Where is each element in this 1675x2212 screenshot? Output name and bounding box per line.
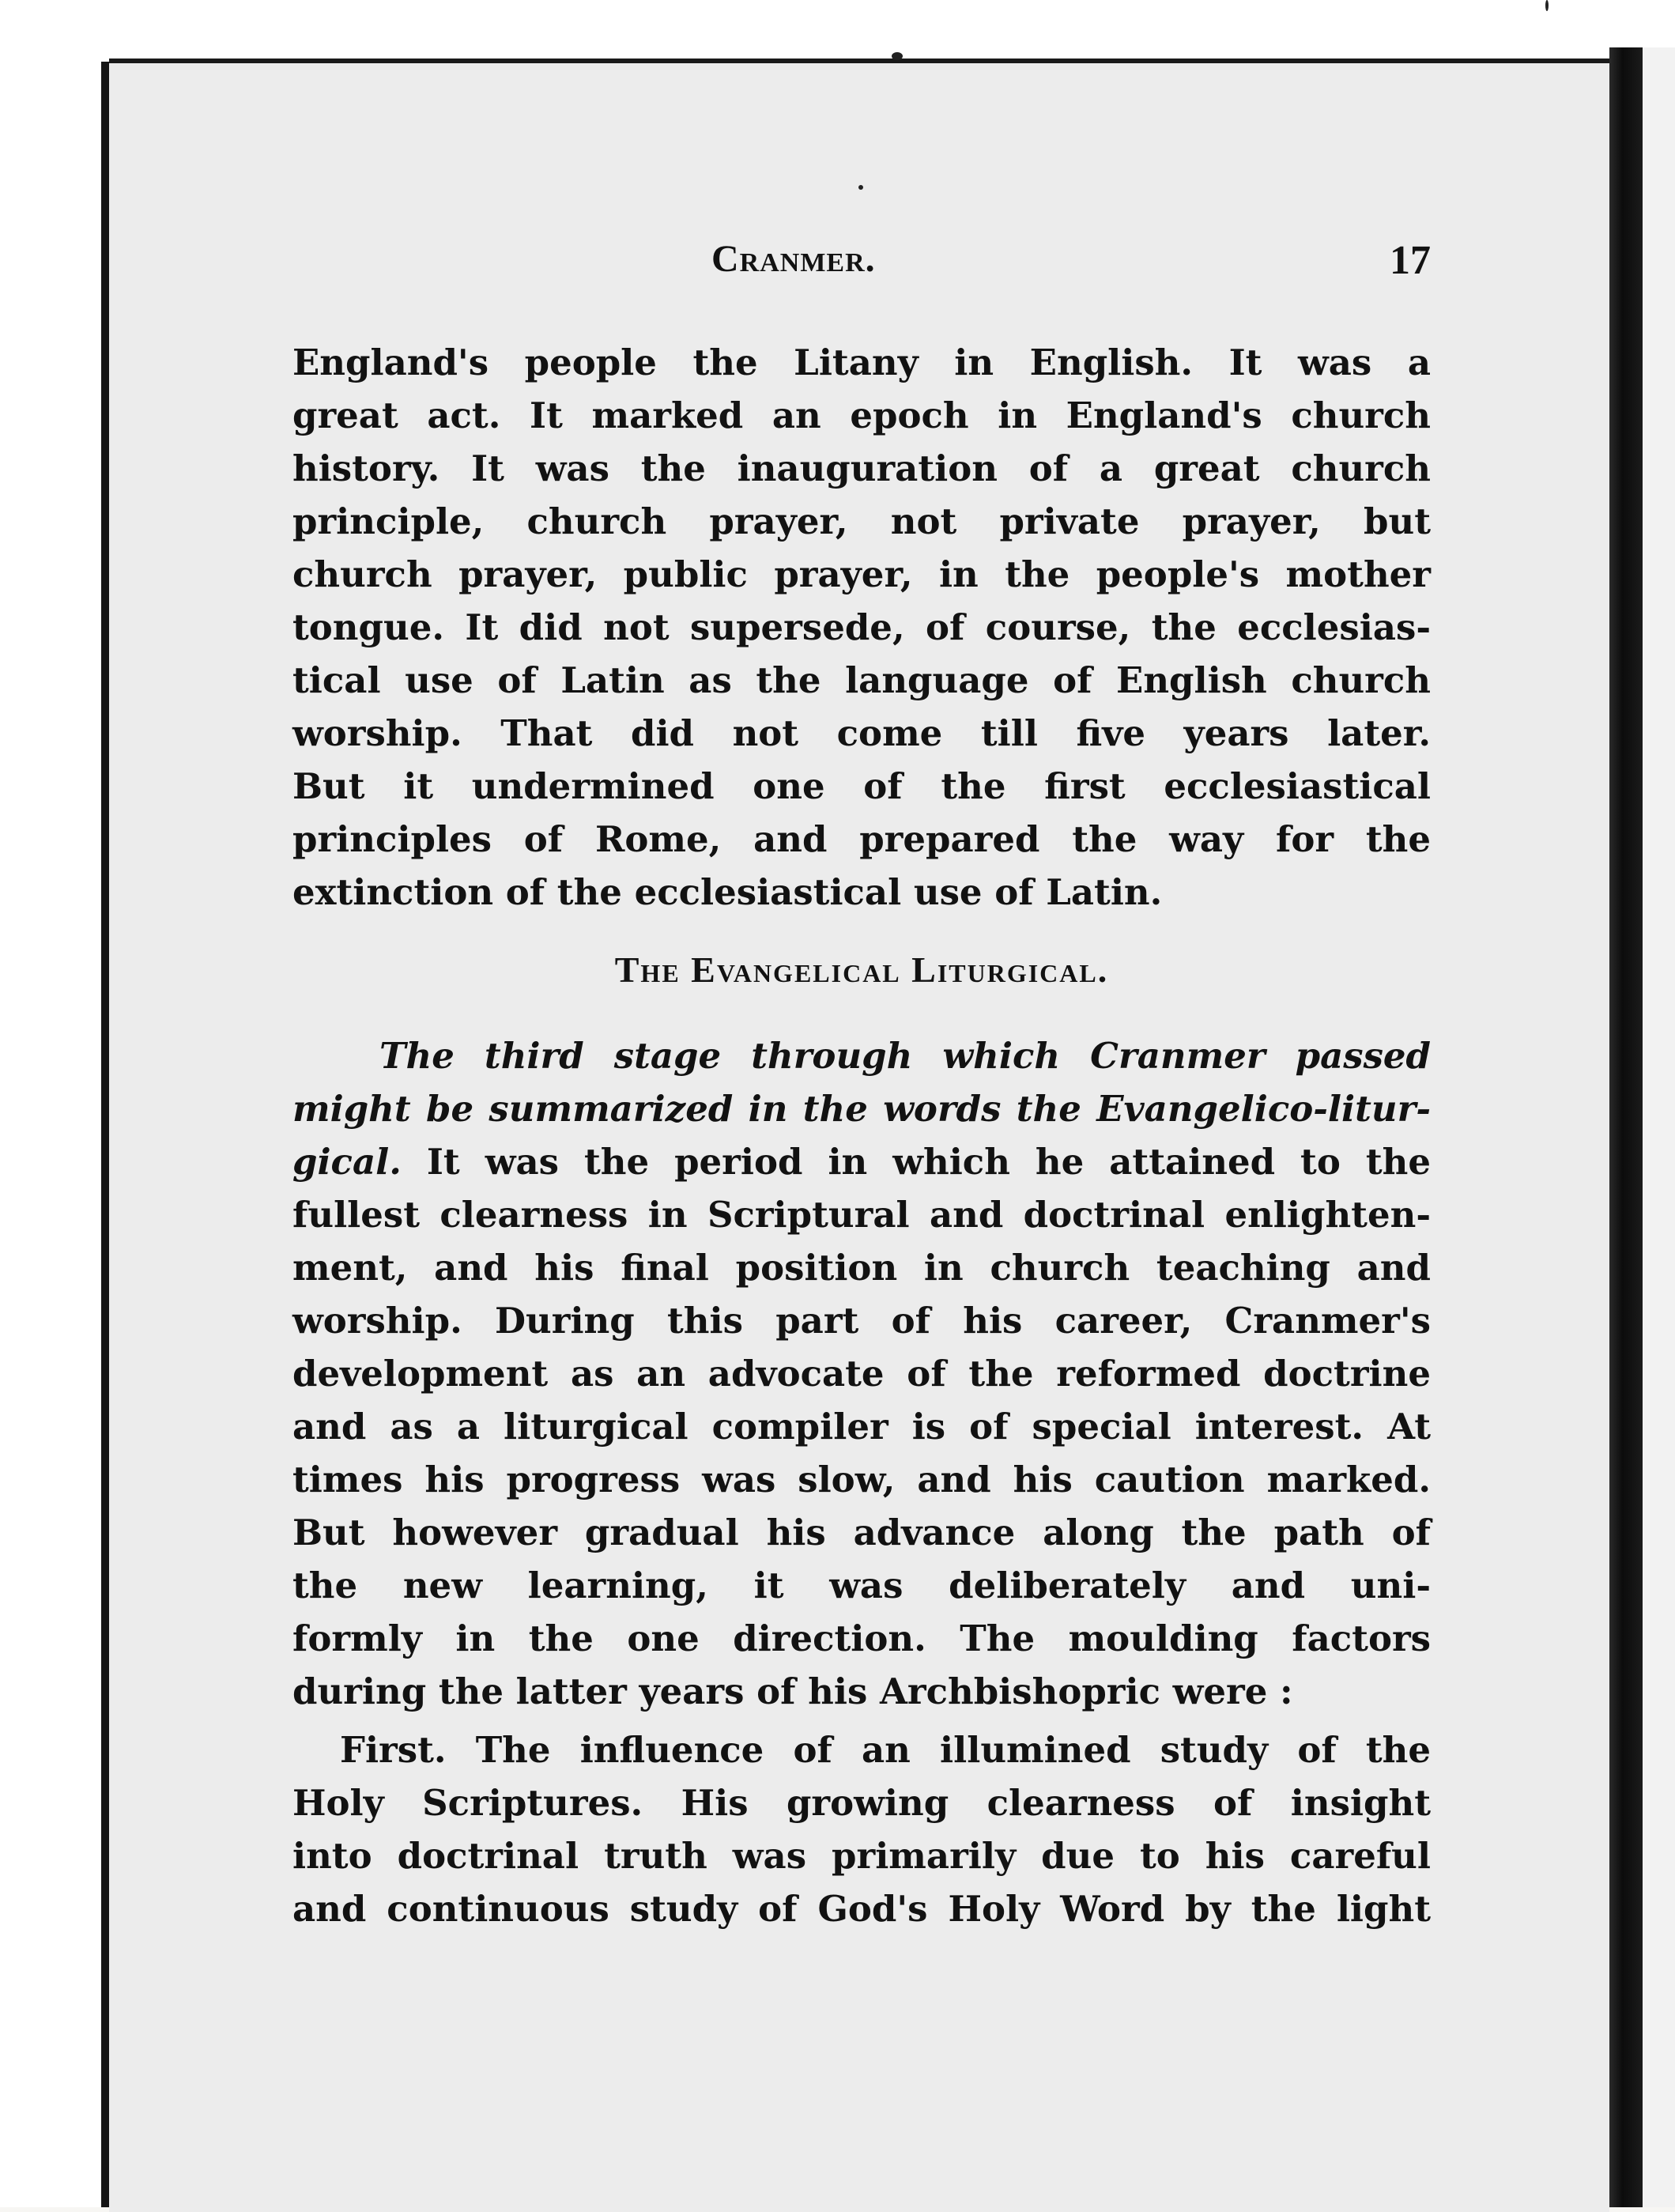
scan-margin xyxy=(1643,47,1675,2207)
page-number: 17 xyxy=(1390,238,1431,283)
text-line: and as a liturgical compiler is of special interest. At xyxy=(292,1406,1431,1448)
text-line: Holy Scriptures. His growing clearness of insight xyxy=(292,1782,1431,1824)
scan-speck xyxy=(858,185,863,190)
scan-speck xyxy=(1545,0,1549,11)
text-line: great act. It marked an epoch in England's church xyxy=(292,394,1431,436)
text-line: might be summarized in the words the Evangelico-litur- xyxy=(292,1088,1431,1130)
scan-speck xyxy=(892,52,903,60)
text-line: But it undermined one of the first ecclesiastical xyxy=(292,765,1431,807)
text-line: ment, and his final position in church teaching and xyxy=(292,1247,1431,1289)
text-line: history. It was the inauguration of a great church xyxy=(292,447,1431,489)
text-line: the new learning, it was deliberately and uni- xyxy=(292,1565,1431,1606)
text-line: times his progress was slow, and his caution marked. xyxy=(292,1459,1431,1500)
text-line: development as an advocate of the reformed doctrine xyxy=(292,1353,1431,1395)
text-line: principle, church prayer, not private prayer, but xyxy=(292,500,1431,542)
paragraph-first-influence xyxy=(292,1723,1431,1935)
text-line: England's people the Litany in English. It was a xyxy=(292,342,1431,383)
text-line: fullest clearness in Scriptural and doctrinal enlighten- xyxy=(292,1194,1431,1236)
text-line: into doctrinal truth was primarily due to his careful xyxy=(292,1835,1431,1877)
text-line: during the latter years of his Archbishopric were : xyxy=(292,1670,1293,1712)
text-line: tical use of Latin as the language of English church xyxy=(292,659,1431,701)
text-line: formly in the one direction. The moulding factors xyxy=(292,1617,1431,1659)
text-line: The third stage through which Cranmer passed xyxy=(379,1035,1431,1077)
page-edge-shadow xyxy=(1609,47,1643,2207)
running-title: Cranmer. xyxy=(711,238,876,280)
text-line xyxy=(292,1135,1431,1188)
text-fragment: It was the period in which he attained to the xyxy=(401,1141,1431,1183)
text-line: worship. That did not come till five years later. xyxy=(292,712,1431,754)
text-line: But however gradual his advance along the path of xyxy=(292,1512,1431,1553)
text-line: and continuous study of God's Holy Word by the light xyxy=(292,1888,1431,1930)
section-heading: The Evangelical Liturgical. xyxy=(614,949,1109,990)
text-line: church prayer, public prayer, in the people's mother xyxy=(292,553,1431,595)
running-header xyxy=(292,237,1431,293)
text-line: extinction of the ecclesiastical use of Latin. xyxy=(292,871,1163,913)
paragraph-litany xyxy=(292,336,1431,919)
paragraph-third-stage xyxy=(292,1029,1431,1718)
binding-edge xyxy=(101,62,109,2207)
text-line: First. The influence of an illumined study of the xyxy=(340,1729,1431,1771)
text-line: principles of Rome, and prepared the way for the xyxy=(292,818,1431,860)
text-line: tongue. It did not supersede, of course, the ecclesias- xyxy=(292,606,1431,648)
text-line: worship. During this part of his career, Cranmer's xyxy=(292,1300,1431,1342)
italic-word: gical. xyxy=(292,1141,402,1183)
